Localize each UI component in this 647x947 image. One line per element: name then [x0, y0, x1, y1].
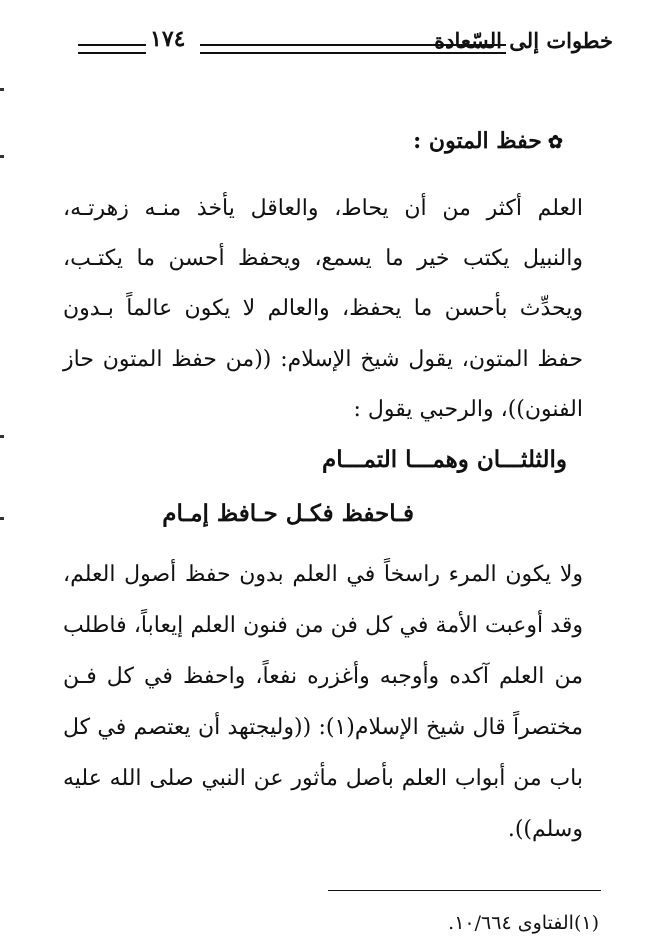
paragraph-1-line-2: والنبيل يكتب خير ما يسمع، ويحفظ أحسن ما يكتـب،	[63, 246, 583, 271]
running-header	[78, 26, 613, 62]
paragraph-2-line-1: ولا يكون المرء راسخاً في العلم بدون حفظ أصول العلم،	[63, 562, 583, 587]
scan-mark	[0, 435, 4, 438]
footnote-divider	[328, 890, 601, 891]
paragraph-1-line-5: الفنون))، والرحبي يقول :	[353, 397, 583, 422]
verse-line-2: فـاحفظ فكـل حـافظ إمـام	[162, 500, 414, 527]
header-rule-left	[78, 44, 146, 54]
paragraph-2-line-2: وقد أوعبت الأمة في كل فن من فنون العلم إيعاباً، فاطلب	[63, 613, 583, 638]
footnote: (١)الفتاوى ١٠/٦٦٤.	[448, 912, 599, 934]
scan-mark	[0, 517, 4, 520]
scan-mark	[0, 155, 4, 158]
paragraph-2-line-4: مختصراً قال شيخ الإسلام(١): ((وليجتهد أن يعتصم في كل	[63, 715, 583, 740]
header-rule	[200, 44, 506, 54]
paragraph-2-line-5: باب من أبواب العلم بأصل مأثور عن النبي صلى الله عليه	[63, 766, 583, 791]
paragraph-1-line-3: ويحدِّث بأحسن ما يحفظ، والعالم لا يكون عالماً بـدون	[63, 296, 583, 321]
paragraph-2-line-6: وسلم)).	[507, 817, 583, 842]
section-heading	[413, 128, 563, 154]
scan-mark	[0, 88, 4, 91]
verse-line-1: والثلثـــان وهمـــا التمـــام	[322, 446, 567, 473]
page-number: ١٧٤	[150, 26, 186, 52]
section-heading-text: حفظ المتون :	[413, 128, 542, 154]
paragraph-1-line-4: حفظ المتون، يقول شيخ الإسلام: ((من حفظ المتون حاز	[63, 347, 583, 372]
paragraph-2-line-3: من العلم آكده وأوجبه وأغزره نفعاً، واحفظ في كل فـن	[63, 664, 583, 689]
book-title: خطوات إلى السّعادة	[434, 28, 613, 53]
paragraph-1-line-1: العلم أكثر من أن يحاط، والعاقل يأخذ منـه زهرتـه،	[63, 196, 583, 221]
flower-star-icon: ✿	[547, 132, 563, 153]
